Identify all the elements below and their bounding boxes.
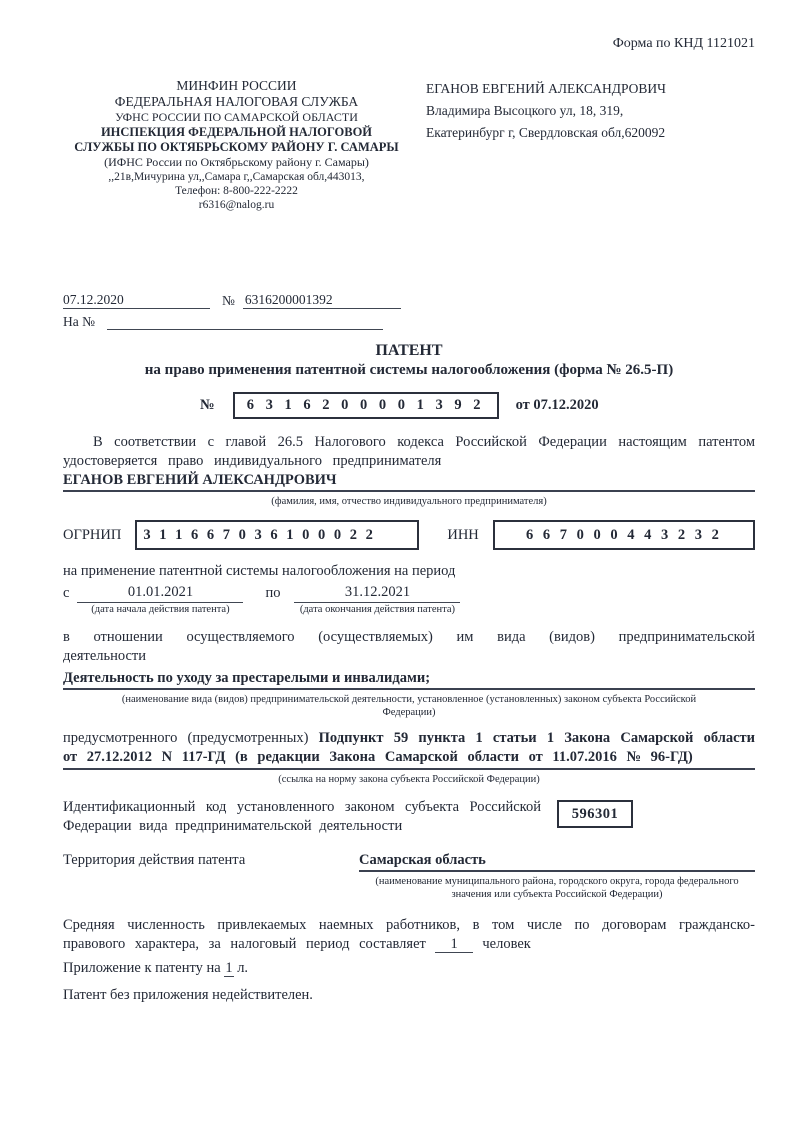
period-dates-row <box>63 584 755 616</box>
recipient-name: ЕГАНОВ ЕВГЕНИЙ АЛЕКСАНДРОВИЧ <box>425 81 666 96</box>
territory-value: Самарская область <box>359 852 755 872</box>
reference-date: 07.12.2020 <box>63 292 210 309</box>
from-label: с <box>63 585 70 601</box>
law-paragraph <box>63 729 755 770</box>
activity-intro: в отношении осуществляемого (осуществляемых) им вида (видов) предпринимательской деятельности <box>63 629 755 664</box>
attachment-text-before: Приложение к патенту на <box>63 960 221 976</box>
activity-name-caption: (наименование вида (видов) предпринимательской деятельности, установленное (установленных) законом субъекта Российской Федерации) <box>121 694 697 718</box>
attachment-line <box>63 960 755 977</box>
patent-subtitle: на право применения патентной системы налогообложения (форма № 26.5-П) <box>144 362 674 378</box>
territory-value-block <box>359 852 755 901</box>
workers-count: 1 <box>435 936 472 953</box>
issuer-inspection-line1: ИНСПЕКЦИЯ ФЕДЕРАЛЬНОЙ НАЛОГОВОЙ <box>100 125 373 139</box>
identification-code-box: 596301 <box>557 800 633 828</box>
territory-row <box>63 852 755 901</box>
territory-caption: (наименование муниципального района, городского округа, города федерального значения или субъекта Российской Федерации) <box>375 876 739 900</box>
ogrnip-label: ОГРНИП <box>63 526 122 543</box>
intro-paragraph: В соответствии с главой 26.5 Налогового кодекса Российской Федерации настоящим патентом удостоверяется право индивидуального предпринимателя <box>63 434 755 469</box>
issuer-email: r6316@nalog.ru <box>198 199 275 211</box>
reference-reply-label: На № <box>63 314 95 329</box>
activity-name: Деятельность по уходу за престарелыми и инвалидами; <box>63 670 755 690</box>
from-date-caption: (дата начала действия патента) <box>91 604 230 615</box>
inn-label: ИНН <box>447 526 479 543</box>
reference-number-sign: № <box>222 293 235 308</box>
to-date-caption: (дата окончания действия патента) <box>299 604 456 615</box>
issuer-ufns: УФНС РОССИИ ПО САМАРСКОЙ ОБЛАСТИ <box>115 110 358 124</box>
territory-label: Территория действия патента <box>63 852 246 868</box>
from-date: 01.01.2021 <box>77 584 243 603</box>
identification-code-label: Идентификационный код установленного законом субъекта Российской Федерации вида предпринимательской деятельности <box>63 799 541 834</box>
ogrnip-box: 3 1 1 6 6 7 0 3 6 1 0 0 0 2 2 <box>135 520 419 550</box>
attachment-text-after: л. <box>237 960 249 976</box>
law-caption: (ссылка на норму закона субъекта Российской Федерации) <box>278 774 540 785</box>
issuer-block <box>63 78 410 212</box>
recipient-address-line1: Владимира Высоцкого ул, 18, 319, <box>425 103 624 118</box>
issuer-address: ,,21в,Мичурина ул,,Самара г,,Самарская обл,443013, <box>108 171 365 183</box>
identification-code-row <box>63 798 755 836</box>
reference-row <box>63 290 755 309</box>
reference-number: 6316200001392 <box>243 292 401 309</box>
from-date-cell <box>77 584 243 616</box>
form-knd-label: Форма по КНД 1121021 <box>612 36 755 51</box>
period-intro: на применение патентной системы налогообложения на период <box>63 563 456 579</box>
patent-number-sign: № <box>200 397 215 413</box>
to-date-cell <box>294 584 460 616</box>
inn-box: 6 6 7 0 0 0 4 4 3 2 3 2 <box>493 520 755 550</box>
patent-number-box: 6 3 1 6 2 0 0 0 0 1 3 9 2 <box>233 392 499 419</box>
issuer-inspection-line2: СЛУЖБЫ ПО ОКТЯБРЬСКОМУ РАЙОНУ Г. САМАРЫ <box>74 140 399 154</box>
document-header <box>63 78 755 212</box>
reference-reply-row <box>63 311 755 330</box>
workers-paragraph <box>63 916 755 953</box>
workers-text-after: человек <box>482 935 531 952</box>
entrepreneur-name: ЕГАНОВ ЕВГЕНИЙ АЛЕКСАНДРОВИЧ <box>63 472 755 492</box>
workers-text-before: Средняя численность привлекаемых наемных работников, в том числе по договорам гражданско-правового характера, за налоговый период составляет <box>63 917 755 952</box>
to-date: 31.12.2021 <box>294 584 460 603</box>
reference-block <box>63 290 755 330</box>
ogrnip-inn-row <box>63 520 755 550</box>
patent-number-row <box>63 392 755 419</box>
validity-note: Патент без приложения недействителен. <box>63 987 313 1003</box>
issuer-phone: Телефон: 8-800-222-2222 <box>175 185 298 197</box>
recipient-block <box>426 78 755 212</box>
issuer-short-name: (ИФНС России по Октябрьскому району г. Самары) <box>104 155 369 169</box>
law-prefix: предусмотренного (предусмотренных) <box>63 730 309 746</box>
reference-reply-blank-line <box>107 313 383 330</box>
to-label: по <box>265 585 281 601</box>
issuer-service: ФЕДЕРАЛЬНАЯ НАЛОГОВАЯ СЛУЖБА <box>114 94 359 109</box>
recipient-address-line2: Екатеринбург г, Свердловская обл,620092 <box>425 125 666 140</box>
patent-issue-date: от 07.12.2020 <box>515 397 599 413</box>
attachment-pages-count: 1 <box>225 960 233 976</box>
entrepreneur-name-caption: (фамилия, имя, отчество индивидуального предпринимателя) <box>271 496 547 507</box>
issuer-ministry: МИНФИН РОССИИ <box>176 78 297 93</box>
law-reference: Подпункт 59 пункта 1 статьи 1 Закона Самарской области от 27.12.2012 N 117-ГД (в редакции Закона Самарской области от 11.07.2016 № 96-ГД) <box>63 730 756 765</box>
patent-title: ПАТЕНТ <box>375 342 443 359</box>
